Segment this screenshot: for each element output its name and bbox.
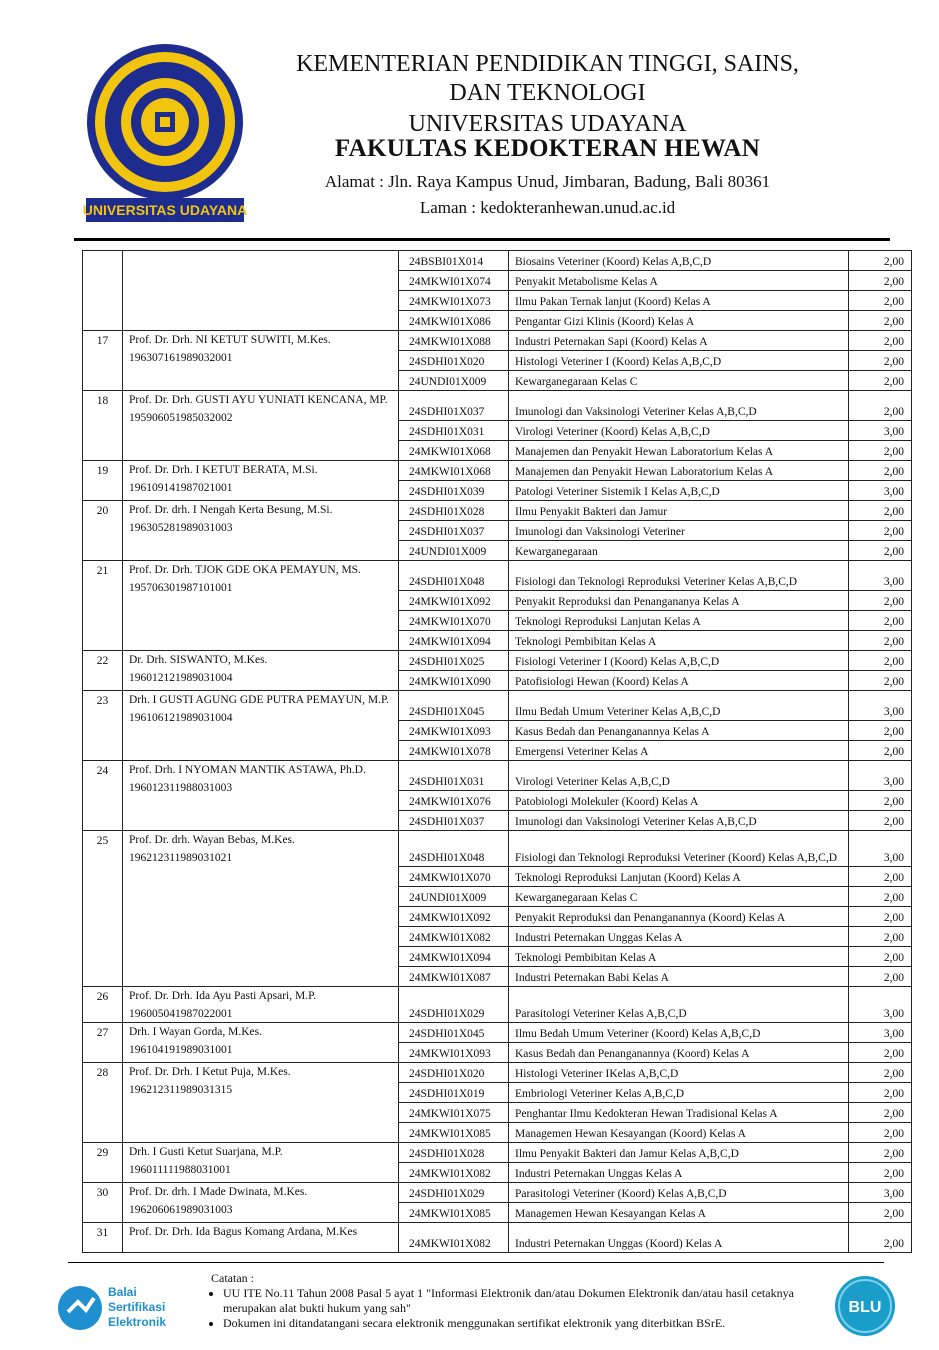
course-code: 24MKWI01X094 (399, 947, 509, 967)
table-row (83, 691, 912, 721)
lecturer-nip: 196212311989031021 (129, 852, 233, 864)
course-sks: 2,00 (849, 521, 912, 541)
header-divider (74, 238, 890, 241)
course-code: 24SDHI01X020 (399, 1063, 509, 1083)
course-sks: 2,00 (849, 1163, 912, 1183)
bsre-text-1: Balai (108, 1285, 137, 1299)
table-row (83, 987, 912, 1023)
lecturer-name: Prof. Dr. Drh. Ida Ayu Pasti Apsari, M.P. (129, 990, 317, 1002)
course-sks: 2,00 (849, 371, 912, 391)
table-row (83, 501, 912, 521)
lecturer-name: Dr. Drh. SISWANTO, M.Kes. (129, 654, 268, 666)
lecturer-name: Drh. I Gusti Ketut Suarjana, M.P. (129, 1146, 283, 1158)
lecturer-name: Prof. Dr. drh. I Nengah Kerta Besung, M.Si. (129, 504, 333, 516)
lecturer-nip: 196212311989031315 (129, 1084, 233, 1096)
address: Alamat : Jln. Raya Kampus Unud, Jimbaran, Badung, Bali 80361 (324, 172, 771, 191)
course-code: 24SDHI01X039 (399, 481, 509, 501)
table-row (83, 251, 912, 271)
table-row (83, 761, 912, 791)
course-name: Kasus Bedah dan Penanganannya Kelas A (509, 721, 849, 741)
lecturer-cell (123, 1063, 399, 1143)
course-name: Ilmu Bedah Umum Veteriner (Koord) Kelas A,B,C,D (509, 1023, 849, 1043)
website: Laman : kedokteranhewan.unud.ac.id (419, 198, 676, 217)
course-name: Pengantar Gizi Klinis (Koord) Kelas A (509, 311, 849, 331)
row-number (83, 251, 123, 331)
lecturer-cell (123, 1143, 399, 1183)
table-row (83, 461, 912, 481)
lecturer-nip: 196012311988031003 (129, 782, 233, 794)
course-sks: 2,00 (849, 541, 912, 561)
course-code: 24UNDI01X009 (399, 541, 509, 561)
course-sks: 2,00 (849, 441, 912, 461)
course-code: 24MKWI01X092 (399, 907, 509, 927)
course-code: 24SDHI01X028 (399, 501, 509, 521)
lecturer-nip: 196011111988031001 (129, 1164, 231, 1176)
course-sks: 2,00 (849, 651, 912, 671)
course-name: Kewarganegaraan Kelas C (509, 887, 849, 907)
lecturer-nip: 196307161989032001 (129, 352, 233, 364)
course-name: Ilmu Bedah Umum Veteriner Kelas A,B,C,D (509, 691, 849, 721)
course-sks: 2,00 (849, 461, 912, 481)
row-number: 21 (83, 561, 123, 651)
teaching-assignment-table (82, 250, 912, 1253)
row-number: 25 (83, 831, 123, 987)
blu-logo (833, 1274, 897, 1338)
table-row (83, 831, 912, 867)
course-code: 24MKWI01X082 (399, 1163, 509, 1183)
course-code: 24MKWI01X082 (399, 1223, 509, 1253)
lecturer-name: Drh. I GUSTI AGUNG GDE PUTRA PEMAYUN, M.P. (129, 694, 389, 706)
lecturer-name: Prof. Dr. Drh. Ida Bagus Komang Ardana, M.Kes (129, 1226, 358, 1238)
course-code: 24MKWI01X076 (399, 791, 509, 811)
course-name: Virologi Veteriner (Koord) Kelas A,B,C,D (509, 421, 849, 441)
course-code: 24MKWI01X073 (399, 291, 509, 311)
row-number: 20 (83, 501, 123, 561)
course-code: 24SDHI01X019 (399, 1083, 509, 1103)
lecturer-cell (123, 651, 399, 691)
course-sks: 3,00 (849, 831, 912, 867)
course-code: 24UNDI01X009 (399, 887, 509, 907)
course-code: 24MKWI01X070 (399, 867, 509, 887)
lecturer-cell (123, 761, 399, 831)
footer-divider (68, 1262, 884, 1263)
course-name: Ilmu Penyakit Bakteri dan Jamur (509, 501, 849, 521)
course-code: 24BSBI01X014 (399, 251, 509, 271)
lecturer-nip: 196104191989031001 (129, 1044, 233, 1056)
lecturer-nip: 196012121989031004 (129, 672, 233, 684)
course-sks: 2,00 (849, 1103, 912, 1123)
row-number: 28 (83, 1063, 123, 1143)
course-name: Parasitologi Veteriner (Koord) Kelas A,B,C,D (509, 1183, 849, 1203)
course-code: 24MKWI01X092 (399, 591, 509, 611)
course-name: Penyakit Reproduksi dan Penanganannya (Koord) Kelas A (509, 907, 849, 927)
ministry-line-1: KEMENTERIAN PENDIDIKAN TINGGI, SAINS, (296, 51, 799, 77)
course-code: 24MKWI01X090 (399, 671, 509, 691)
lecturer-nip: 196206061989031003 (129, 1204, 233, 1216)
course-sks: 3,00 (849, 987, 912, 1023)
course-name: Fisiologi Veteriner I (Koord) Kelas A,B,C,D (509, 651, 849, 671)
row-number: 18 (83, 391, 123, 461)
course-sks: 2,00 (849, 947, 912, 967)
row-number: 26 (83, 987, 123, 1023)
course-code: 24SDHI01X025 (399, 651, 509, 671)
course-name: Teknologi Reproduksi Lanjutan Kelas A (509, 611, 849, 631)
lecturer-name: Prof. Dr. Drh. TJOK GDE OKA PEMAYUN, MS. (129, 564, 361, 576)
bsre-text-2: Sertifikasi (108, 1300, 166, 1314)
lecturer-cell (123, 1183, 399, 1223)
course-sks: 3,00 (849, 421, 912, 441)
course-name: Manajemen dan Penyakit Hewan Laboratorium Kelas A (509, 441, 849, 461)
course-name: Patobiologi Molekuler (Koord) Kelas A (509, 791, 849, 811)
course-code: 24SDHI01X037 (399, 391, 509, 421)
course-name: Histologi Veteriner I (Koord) Kelas A,B,C,D (509, 351, 849, 371)
course-sks: 2,00 (849, 967, 912, 987)
course-name: Imunologi dan Vaksinologi Veteriner Kelas A,B,C,D (509, 391, 849, 421)
course-code: 24SDHI01X028 (399, 1143, 509, 1163)
course-name: Kasus Bedah dan Penanganannya (Koord) Kelas A (509, 1043, 849, 1063)
lecturer-nip: 195706301987101001 (129, 582, 233, 594)
course-code: 24MKWI01X087 (399, 967, 509, 987)
table-row (83, 561, 912, 591)
table-row (83, 1023, 912, 1043)
course-sks: 2,00 (849, 1063, 912, 1083)
row-number: 22 (83, 651, 123, 691)
course-sks: 2,00 (849, 671, 912, 691)
table-row (83, 331, 912, 351)
course-code: 24MKWI01X070 (399, 611, 509, 631)
course-code: 24SDHI01X048 (399, 561, 509, 591)
course-code: 24SDHI01X031 (399, 421, 509, 441)
course-code: 24MKWI01X086 (399, 311, 509, 331)
lecturer-name: Prof. Dr. Drh. NI KETUT SUWITI, M.Kes. (129, 334, 331, 346)
course-code: 24SDHI01X045 (399, 1023, 509, 1043)
course-code: 24SDHI01X048 (399, 831, 509, 867)
table-row (83, 1143, 912, 1163)
course-code: 24SDHI01X045 (399, 691, 509, 721)
course-code: 24MKWI01X093 (399, 1043, 509, 1063)
course-code: 24MKWI01X074 (399, 271, 509, 291)
course-sks: 2,00 (849, 741, 912, 761)
ministry-line-2: DAN TEKNOLOGI (449, 80, 646, 106)
table-row (83, 1223, 912, 1253)
course-code: 24SDHI01X029 (399, 1183, 509, 1203)
catatan-label: Catatan : (211, 1271, 254, 1285)
table-row (83, 651, 912, 671)
lecturer-nip: 196109141987021001 (129, 482, 233, 494)
course-sks: 2,00 (849, 331, 912, 351)
course-sks: 2,00 (849, 291, 912, 311)
course-name: Industri Peternakan Babi Kelas A (509, 967, 849, 987)
course-name: Industri Peternakan Unggas Kelas A (509, 927, 849, 947)
course-name: Patologi Veteriner Sistemik I Kelas A,B,C,D (509, 481, 849, 501)
lecturer-cell (123, 561, 399, 651)
course-name: Penyakit Metabolisme Kelas A (509, 271, 849, 291)
course-name: Teknologi Pembibitan Kelas A (509, 947, 849, 967)
note-bsre: • Dokumen ini ditandatangani secara elektronik menggunakan sertifikat elektronik yang diterbitkan BSrE. (223, 1316, 841, 1331)
row-number: 23 (83, 691, 123, 761)
lecturer-cell (123, 831, 399, 987)
lecturer-cell (123, 251, 399, 331)
course-code: 24MKWI01X068 (399, 461, 509, 481)
course-name: Imunologi dan Vaksinologi Veteriner Kelas A,B,C,D (509, 811, 849, 831)
course-code: 24MKWI01X075 (399, 1103, 509, 1123)
course-sks: 2,00 (849, 1123, 912, 1143)
bsre-text-3: Elektronik (108, 1315, 167, 1329)
row-number: 29 (83, 1143, 123, 1183)
course-name: Penghantar Ilmu Kedokteran Hewan Tradisional Kelas A (509, 1103, 849, 1123)
row-number: 27 (83, 1023, 123, 1063)
course-name: Industri Peternakan Sapi (Koord) Kelas A (509, 331, 849, 351)
course-sks: 2,00 (849, 631, 912, 651)
lecturer-nip: 195906051985032002 (129, 412, 233, 424)
course-sks: 3,00 (849, 1023, 912, 1043)
table-row (83, 391, 912, 421)
lecturer-cell (123, 1223, 399, 1253)
course-code: 24MKWI01X094 (399, 631, 509, 651)
course-code: 24MKWI01X088 (399, 331, 509, 351)
course-name: Kewarganegaraan (509, 541, 849, 561)
course-name: Imunologi dan Vaksinologi Veteriner (509, 521, 849, 541)
course-name: Managemen Hewan Kesayangan (Koord) Kelas A (509, 1123, 849, 1143)
course-sks: 2,00 (849, 1223, 912, 1253)
course-sks: 2,00 (849, 351, 912, 371)
lecturer-name: Prof. Dr. drh. I Made Dwinata, M.Kes. (129, 1186, 308, 1198)
course-name: Patofisiologi Hewan (Koord) Kelas A (509, 671, 849, 691)
course-sks: 2,00 (849, 1203, 912, 1223)
course-code: 24SDHI01X031 (399, 761, 509, 791)
course-sks: 2,00 (849, 501, 912, 521)
course-sks: 2,00 (849, 721, 912, 741)
course-code: 24SDHI01X029 (399, 987, 509, 1023)
lecturer-cell (123, 1023, 399, 1063)
course-name: Manajemen dan Penyakit Hewan Laboratorium Kelas A (509, 461, 849, 481)
lecturer-cell (123, 987, 399, 1023)
lecturer-name: Prof. Dr. Drh. I KETUT BERATA, M.Si. (129, 464, 318, 476)
course-sks: 2,00 (849, 1043, 912, 1063)
course-sks: 2,00 (849, 271, 912, 291)
course-name: Industri Peternakan Unggas Kelas A (509, 1163, 849, 1183)
course-sks: 2,00 (849, 867, 912, 887)
footer-notes (211, 1271, 841, 1331)
course-name: Histologi Veteriner IKelas A,B,C,D (509, 1063, 849, 1083)
course-sks: 2,00 (849, 791, 912, 811)
lecturer-nip: 196106121989031004 (129, 712, 233, 724)
lecturer-nip: 196305281989031003 (129, 522, 233, 534)
course-name: Parasitologi Veteriner Kelas A,B,C,D (509, 987, 849, 1023)
course-sks: 2,00 (849, 887, 912, 907)
course-sks: 2,00 (849, 251, 912, 271)
course-sks: 2,00 (849, 591, 912, 611)
course-name: Industri Peternakan Unggas (Koord) Kelas A (509, 1223, 849, 1253)
course-name: Managemen Hewan Kesayangan Kelas A (509, 1203, 849, 1223)
course-code: 24MKWI01X085 (399, 1123, 509, 1143)
course-sks: 2,00 (849, 611, 912, 631)
row-number: 31 (83, 1223, 123, 1253)
course-name: Penyakit Reproduksi dan Penangananya Kelas A (509, 591, 849, 611)
bsre-logo (56, 1278, 206, 1338)
course-name: Embriologi Veteriner Kelas A,B,C,D (509, 1083, 849, 1103)
course-code: 24UNDI01X009 (399, 371, 509, 391)
lecturer-name: Prof. Dr. Drh. I Ketut Puja, M.Kes. (129, 1066, 291, 1078)
course-code: 24SDHI01X020 (399, 351, 509, 371)
course-name: Ilmu Penyakit Bakteri dan Jamur Kelas A,B,C,D (509, 1143, 849, 1163)
course-sks: 2,00 (849, 811, 912, 831)
course-code: 24SDHI01X037 (399, 811, 509, 831)
course-code: 24MKWI01X078 (399, 741, 509, 761)
course-sks: 2,00 (849, 311, 912, 331)
lecturer-cell (123, 461, 399, 501)
lecturer-name: Prof. Dr. Drh. GUSTI AYU YUNIATI KENCANA, MP. (129, 394, 388, 406)
course-name: Fisiologi dan Teknologi Reproduksi Veteriner Kelas A,B,C,D (509, 561, 849, 591)
lecturer-cell (123, 691, 399, 761)
course-sks: 3,00 (849, 481, 912, 501)
course-name: Fisiologi dan Teknologi Reproduksi Veteriner (Koord) Kelas A,B,C,D (509, 831, 849, 867)
row-number: 19 (83, 461, 123, 501)
course-sks: 2,00 (849, 1143, 912, 1163)
course-code: 24MKWI01X082 (399, 927, 509, 947)
course-sks: 3,00 (849, 1183, 912, 1203)
lecturer-name: Prof. Drh. I NYOMAN MANTIK ASTAWA, Ph.D. (129, 764, 366, 776)
seal-text: UNIVERSITAS UDAYANA (82, 202, 248, 218)
lecturer-name: Drh. I Wayan Gorda, M.Kes. (129, 1026, 262, 1038)
course-name: Emergensi Veteriner Kelas A (509, 741, 849, 761)
course-name: Ilmu Pakan Ternak lanjut (Koord) Kelas A (509, 291, 849, 311)
course-sks: 3,00 (849, 561, 912, 591)
row-number: 17 (83, 331, 123, 391)
university-name: UNIVERSITAS UDAYANA (408, 111, 687, 137)
university-seal (80, 42, 250, 224)
course-code: 24MKWI01X085 (399, 1203, 509, 1223)
course-name: Biosains Veteriner (Koord) Kelas A,B,C,D (509, 251, 849, 271)
course-code: 24MKWI01X093 (399, 721, 509, 741)
lecturer-name: Prof. Dr. drh. Wayan Bebas, M.Kes. (129, 834, 295, 846)
course-sks: 3,00 (849, 691, 912, 721)
blu-text: BLU (848, 1299, 882, 1316)
row-number: 24 (83, 761, 123, 831)
course-name: Teknologi Reproduksi Lanjutan (Koord) Kelas A (509, 867, 849, 887)
lecturer-nip: 196005041987022001 (129, 1008, 233, 1020)
note-uu-ite: • UU ITE No.11 Tahun 2008 Pasal 5 ayat 1 "Informasi Elektronik dan/atau Dokumen Elektronik dan/atau hasil cetaknya merupakan alat bukti hukum yang sah" (223, 1286, 841, 1316)
lecturer-cell (123, 331, 399, 391)
course-sks: 2,00 (849, 927, 912, 947)
course-name: Teknologi Pembibitan Kelas A (509, 631, 849, 651)
table-row (83, 1063, 912, 1083)
lecturer-cell (123, 501, 399, 561)
table-row (83, 1183, 912, 1203)
faculty-name: FAKULTAS KEDOKTERAN HEWAN (334, 135, 761, 162)
course-sks: 3,00 (849, 761, 912, 791)
course-sks: 2,00 (849, 1083, 912, 1103)
lecturer-cell (123, 391, 399, 461)
course-name: Virologi Veteriner Kelas A,B,C,D (509, 761, 849, 791)
ministry-name (255, 50, 840, 108)
row-number: 30 (83, 1183, 123, 1223)
course-name: Kewarganegaraan Kelas C (509, 371, 849, 391)
course-sks: 2,00 (849, 907, 912, 927)
course-sks: 2,00 (849, 391, 912, 421)
course-code: 24SDHI01X037 (399, 521, 509, 541)
course-code: 24MKWI01X068 (399, 441, 509, 461)
